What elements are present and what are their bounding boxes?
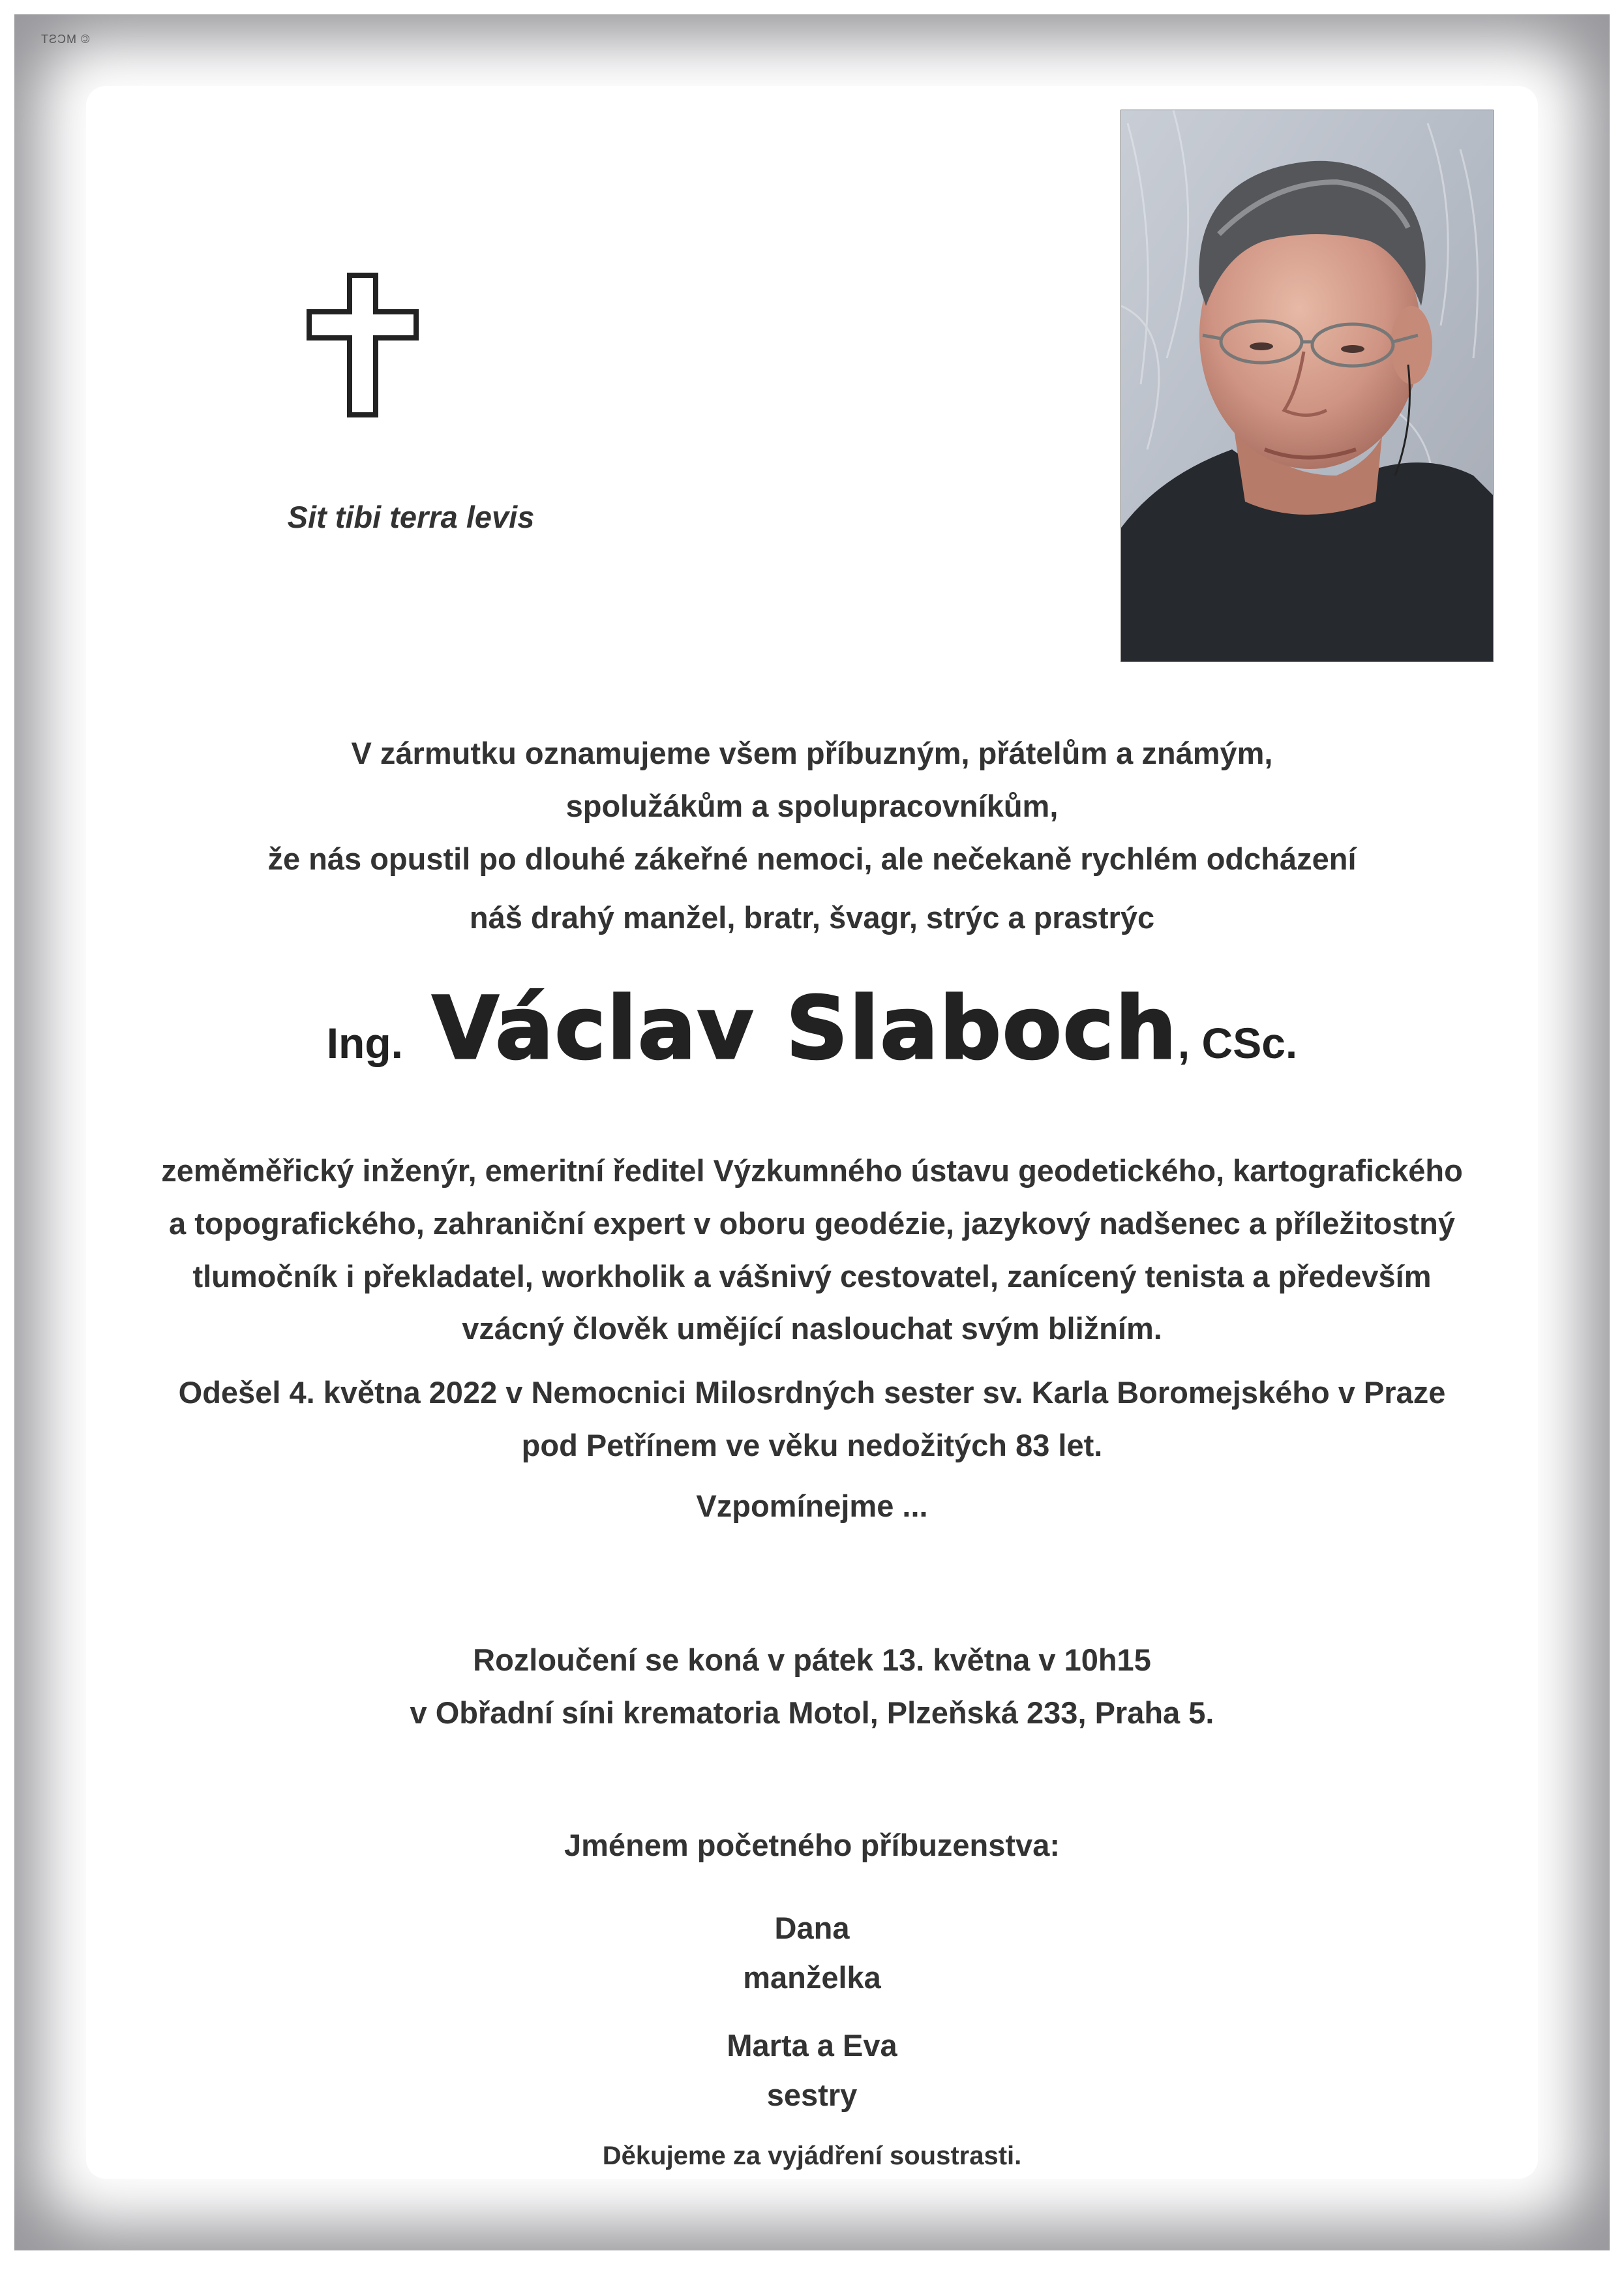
description-line: tlumočník i překladatel, workholik a vášnivý cestovatel, zanícený tenista a především: [192, 1258, 1432, 1294]
mourner-relation: sestry: [766, 2078, 858, 2113]
announcement-line: že nás opustil po dlouhé zákeřné nemoci, ale nečekaně rychlém odcházení: [267, 841, 1357, 876]
cross-icon: [307, 273, 419, 417]
remember: Vzpomínejme ...: [696, 1489, 928, 1523]
mourner-group: [91, 2021, 1533, 2120]
motto: Sit tibi terra levis: [287, 500, 535, 534]
watermark: © MCST: [40, 33, 90, 46]
announcement-line: V zármutku oznamujeme všem příbuzným, přátelům a známým,: [351, 736, 1273, 770]
announcement: [91, 727, 1533, 885]
mourner-name: Dana: [774, 1911, 850, 1945]
description-line: a topografického, zahraniční expert v oboru geodézie, jazykový nadšenec a příležitostný: [169, 1205, 1455, 1241]
funeral-line: Rozloučení se koná v pátek 13. května v 10h15: [473, 1642, 1151, 1677]
name-suffix: , CSc.: [1177, 1019, 1298, 1067]
description-line: zeměměřický inženýr, emeritní ředitel Výzkumného ústavu geodetického, kartografického: [161, 1153, 1463, 1188]
funeral-info: [91, 1634, 1533, 1740]
funeral-line: v Obřadní síni krematoria Motol, Plzeňská 233, Praha 5.: [410, 1695, 1214, 1730]
deceased-name: [91, 978, 1533, 1079]
portrait-photo: [1120, 110, 1494, 662]
death-info: [91, 1367, 1533, 1472]
mourner-group: [91, 1903, 1533, 2003]
thanks: Děkujeme za vyjádření soustrasti.: [602, 2141, 1022, 2170]
description-line: vzácný člověk umějící naslouchat svým bližním.: [462, 1311, 1162, 1346]
death-line: pod Petřínem ve věku nedožitých 83 let.: [521, 1427, 1103, 1462]
on-behalf: Jménem početného příbuzenstva:: [564, 1828, 1060, 1862]
mourner-name: Marta a Eva: [727, 2028, 897, 2063]
description: [91, 1145, 1533, 1355]
name-main: Václav Slaboch: [432, 978, 1178, 1079]
announcement-line: spolužákům a spolupracovníkům,: [565, 788, 1059, 823]
mourner-relation: manželka: [743, 1960, 881, 1995]
name-prefix: Ing.: [326, 1019, 404, 1067]
death-line: Odešel 4. května 2022 v Nemocnici Milosrdných sester sv. Karla Boromejského v Praze: [178, 1375, 1446, 1410]
relation: náš drahý manžel, bratr, švagr, strýc a prastrýc: [469, 900, 1155, 935]
